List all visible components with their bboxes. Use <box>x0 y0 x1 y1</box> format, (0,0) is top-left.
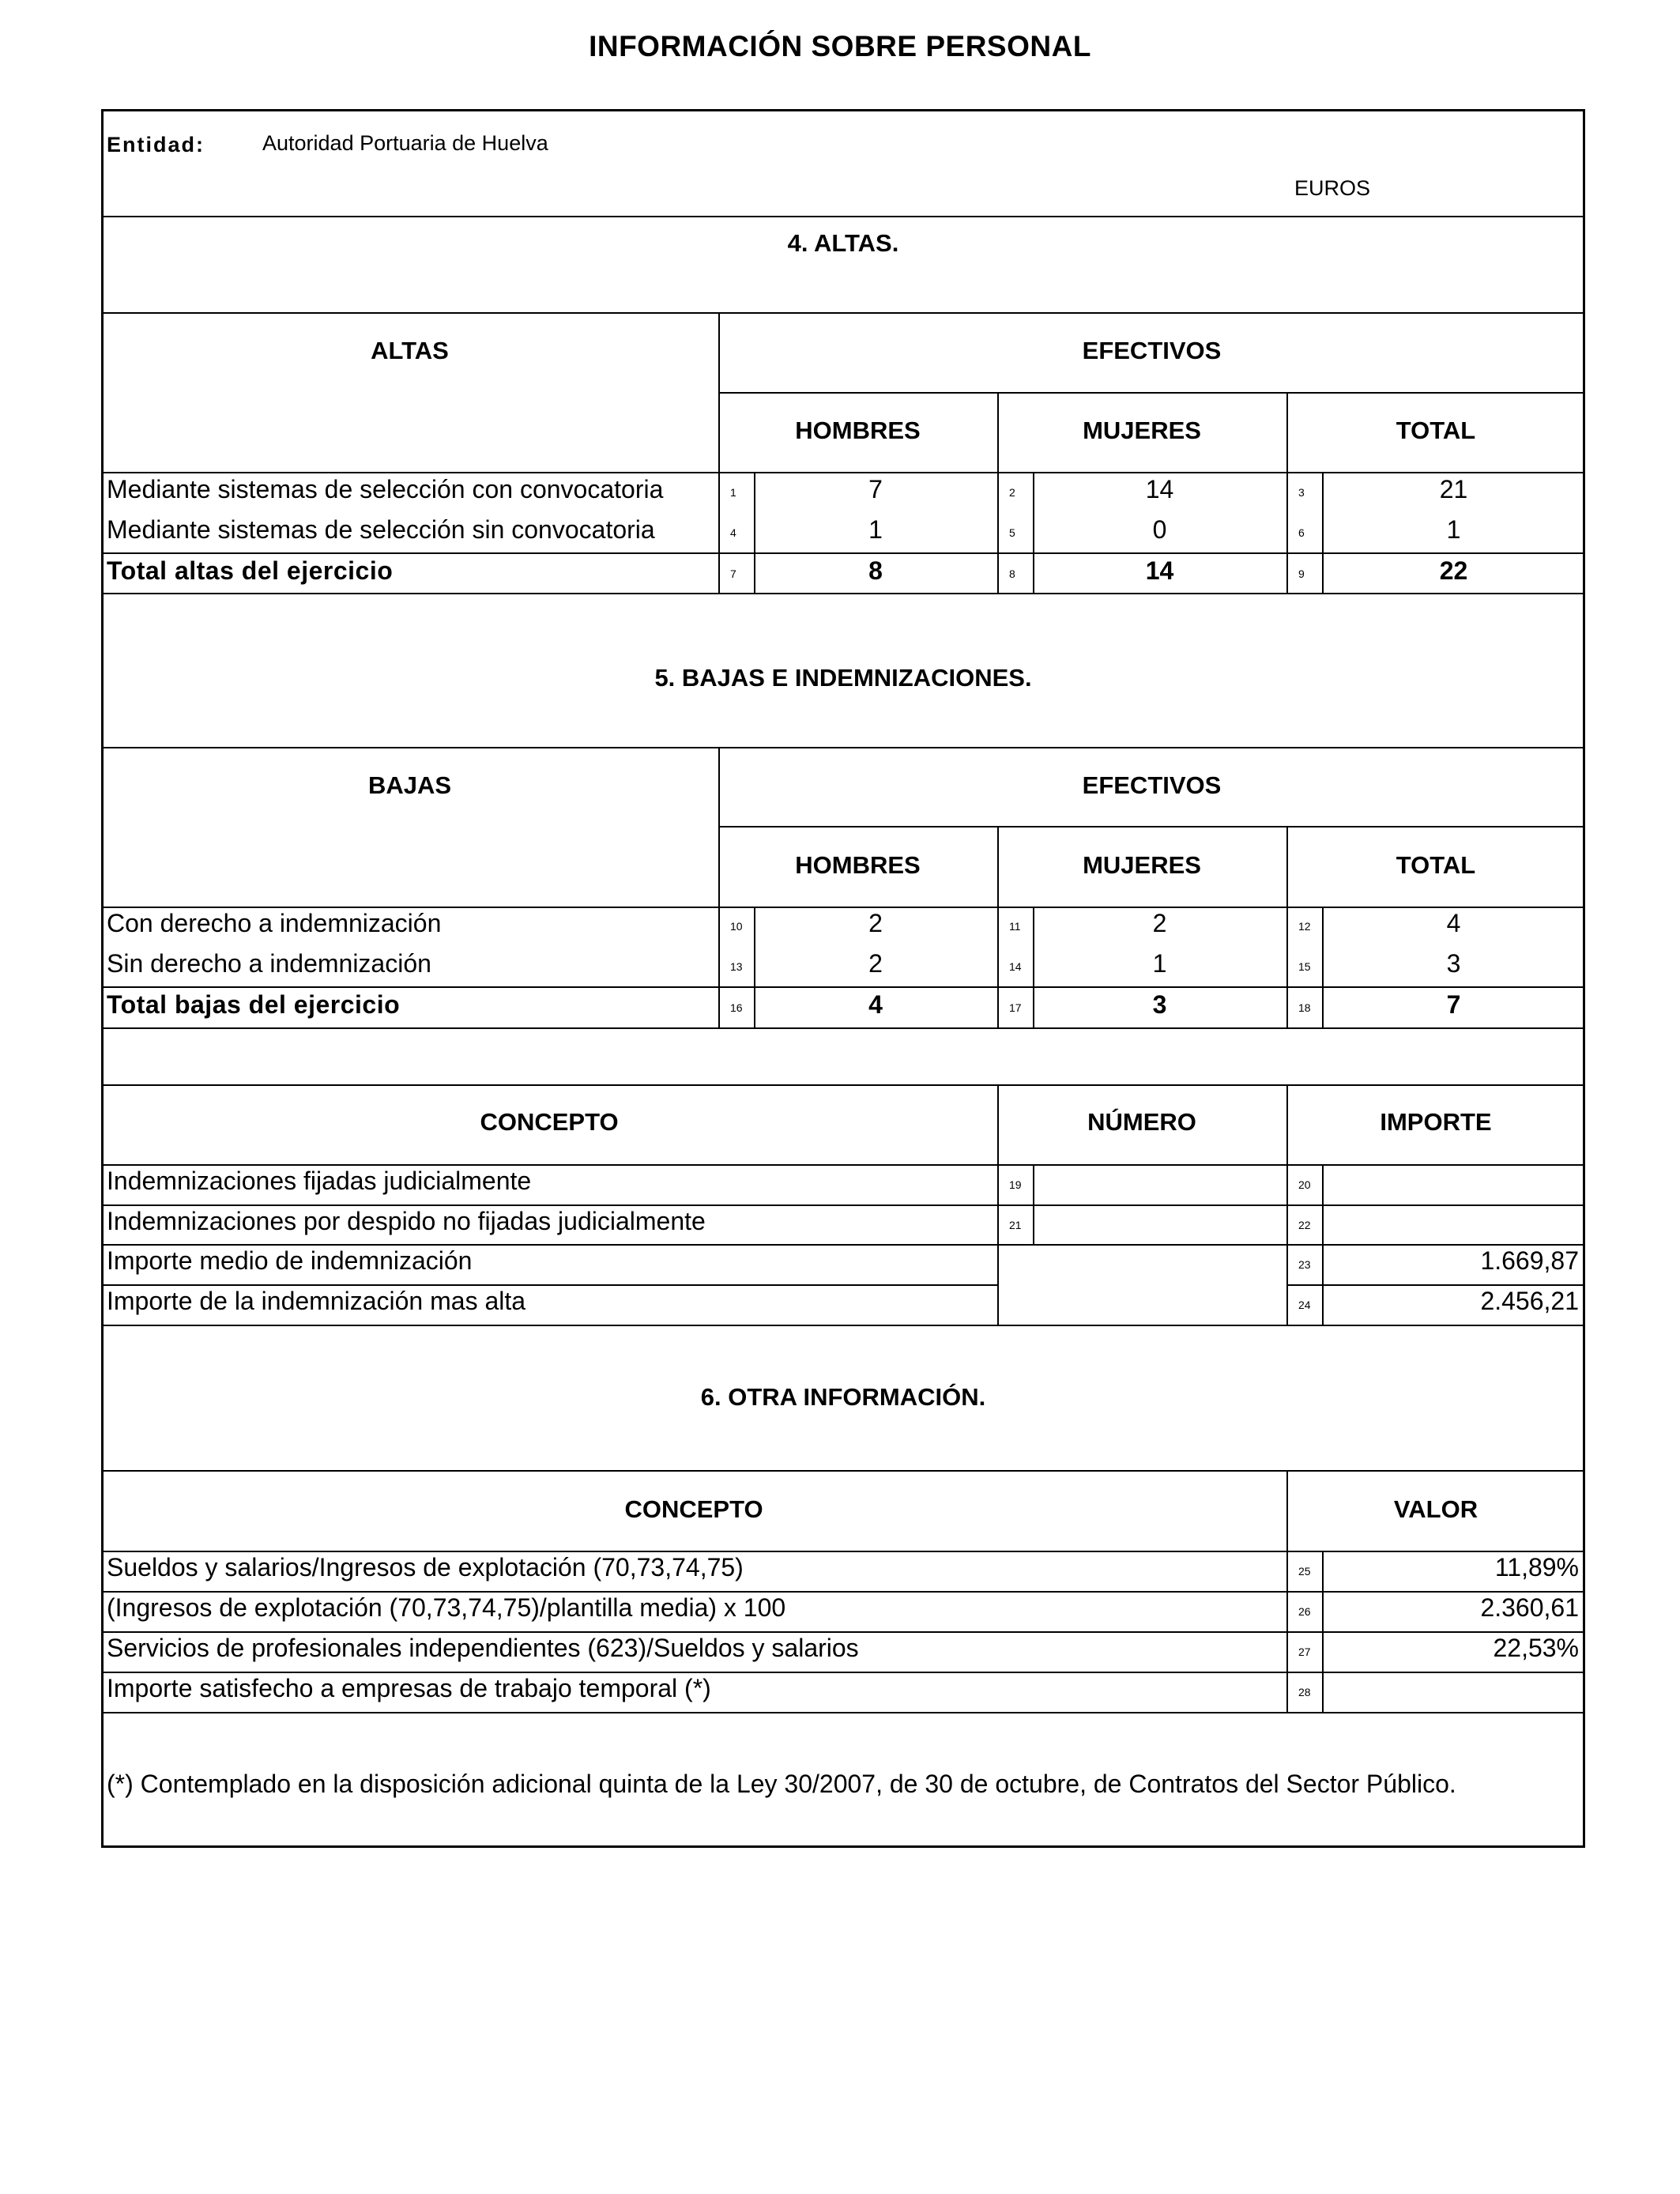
currency-label: EUROS <box>1294 176 1371 200</box>
cell-value: 11,89% <box>1494 1553 1579 1581</box>
divider <box>101 472 1585 473</box>
row-label: Sueldos y salarios/Ingresos de explotación (70,73,74,75) <box>107 1553 744 1581</box>
cell-code: 23 <box>1298 1258 1311 1271</box>
entidad-value: Autoridad Portuaria de Huelva <box>262 131 548 155</box>
section-title-altas: 4. ALTAS. <box>787 229 899 257</box>
cell-value: 7 <box>868 475 883 503</box>
concepto-header: CONCEPTO <box>480 1108 619 1136</box>
cell-code: 4 <box>730 526 736 539</box>
divider <box>101 986 1585 988</box>
cell-code: 14 <box>1009 960 1022 973</box>
cell-value: 3 <box>1152 990 1167 1019</box>
cell-value: 7 <box>1446 990 1461 1019</box>
divider <box>101 1027 1585 1029</box>
cell-value: 2.456,21 <box>1480 1287 1579 1315</box>
document-title: INFORMACIÓN SOBRE PERSONAL <box>589 30 1091 62</box>
row-label: Importe de la indemnización mas alta <box>107 1287 526 1315</box>
cell-value: 2.360,61 <box>1480 1593 1579 1622</box>
divider <box>101 1591 1585 1593</box>
hombres-header: HOMBRES <box>795 417 921 444</box>
cell-value: 1 <box>1446 515 1461 544</box>
form-frame <box>101 109 1585 1848</box>
efectivos-header: EFECTIVOS <box>1082 771 1222 799</box>
cell-value: 22 <box>1439 556 1468 585</box>
cell-code: 18 <box>1298 1001 1311 1014</box>
cell-value: 2 <box>868 949 883 978</box>
divider <box>101 1325 1585 1326</box>
cell-value: 8 <box>868 556 883 585</box>
section-title-otra: 6. OTRA INFORMACIÓN. <box>700 1383 986 1411</box>
cell-code: 3 <box>1298 486 1305 499</box>
row-label: Sin derecho a indemnización <box>107 949 431 978</box>
row-label: Importe satisfecho a empresas de trabajo temporal (*) <box>107 1674 711 1702</box>
divider <box>718 392 1585 394</box>
divider <box>101 1712 1585 1713</box>
divider <box>101 1204 1585 1206</box>
cell-code: 22 <box>1298 1219 1311 1231</box>
cell-code: 15 <box>1298 960 1311 973</box>
divider <box>101 1244 1585 1246</box>
cell-value: 21 <box>1439 475 1468 503</box>
footnote: (*) Contemplado en la disposición adicional quinta de la Ley 30/2007, de 30 de octubre, de Contratos del Sector Público. <box>107 1770 1456 1798</box>
row-label: (Ingresos de explotación (70,73,74,75)/plantilla media) x 100 <box>107 1593 786 1622</box>
divider <box>101 216 1585 217</box>
divider <box>101 1084 1585 1086</box>
cell-value: 22,53% <box>1493 1634 1579 1662</box>
altas-column-header: ALTAS <box>371 337 449 364</box>
cell-code: 28 <box>1298 1686 1311 1698</box>
cell-code: 17 <box>1009 1001 1022 1014</box>
divider <box>101 312 1585 314</box>
divider <box>101 1551 1585 1552</box>
row-label: Servicios de profesionales independientes (623)/Sueldos y salarios <box>107 1634 859 1662</box>
divider <box>101 1631 1585 1633</box>
divider <box>101 747 1585 748</box>
cell-code: 21 <box>1009 1219 1022 1231</box>
cell-value: 1 <box>1152 949 1167 978</box>
cell-code: 5 <box>1009 526 1015 539</box>
cell-value: 4 <box>1446 909 1461 937</box>
row-label: Mediante sistemas de selección sin convocatoria <box>107 515 655 544</box>
cell-code: 9 <box>1298 567 1305 580</box>
cell-code: 16 <box>730 1001 743 1014</box>
divider <box>101 593 1585 594</box>
cell-value: 0 <box>1152 515 1167 544</box>
efectivos-header: EFECTIVOS <box>1082 337 1222 364</box>
divider <box>101 1284 999 1286</box>
mujeres-header: MUJERES <box>1083 417 1201 444</box>
cell-code: 25 <box>1298 1565 1311 1578</box>
divider <box>1033 1164 1034 1244</box>
row-label: Indemnizaciones fijadas judicialmente <box>107 1167 532 1195</box>
importe-header: IMPORTE <box>1380 1108 1492 1136</box>
row-label: Indemnizaciones por despido no fijadas judicialmente <box>107 1207 706 1235</box>
section-title-bajas: 5. BAJAS E INDEMNIZACIONES. <box>654 664 1032 692</box>
divider <box>101 907 1585 908</box>
total-header: TOTAL <box>1396 417 1476 444</box>
bajas-column-header: BAJAS <box>367 771 452 799</box>
cell-value: 14 <box>1145 556 1174 585</box>
mujeres-header: MUJERES <box>1083 851 1201 879</box>
cell-code: 8 <box>1009 567 1015 580</box>
divider <box>101 552 1585 554</box>
cell-value: 1 <box>868 515 883 544</box>
divider <box>718 826 1585 827</box>
cell-code: 7 <box>730 567 736 580</box>
divider <box>101 1672 1585 1673</box>
cell-value: 3 <box>1446 949 1461 978</box>
cell-code: 2 <box>1009 486 1015 499</box>
concepto-header: CONCEPTO <box>624 1495 763 1523</box>
divider <box>101 1470 1585 1472</box>
hombres-header: HOMBRES <box>795 851 921 879</box>
cell-value: 2 <box>868 909 883 937</box>
cell-code: 20 <box>1298 1178 1311 1191</box>
cell-code: 24 <box>1298 1299 1311 1311</box>
cell-code: 10 <box>730 920 743 933</box>
cell-code: 13 <box>730 960 743 973</box>
cell-value: 2 <box>1152 909 1167 937</box>
divider <box>1288 1284 1585 1286</box>
numero-header: NÚMERO <box>1087 1108 1196 1136</box>
cell-code: 12 <box>1298 920 1311 933</box>
row-label: Mediante sistemas de selección con convocatoria <box>107 475 664 503</box>
cell-code: 11 <box>1009 920 1021 933</box>
cell-code: 27 <box>1298 1646 1311 1658</box>
row-label: Con derecho a indemnización <box>107 909 442 937</box>
row-label: Importe medio de indemnización <box>107 1246 473 1275</box>
cell-value: 14 <box>1145 475 1174 503</box>
entidad-label: Entidad: <box>107 133 205 156</box>
divider <box>101 1164 1585 1166</box>
total-row-label: Total bajas del ejercicio <box>107 990 401 1019</box>
total-row-label: Total altas del ejercicio <box>107 556 394 585</box>
cell-code: 1 <box>730 486 736 499</box>
total-header: TOTAL <box>1396 851 1476 879</box>
cell-code: 6 <box>1298 526 1305 539</box>
cell-value: 4 <box>868 990 883 1019</box>
valor-header: VALOR <box>1393 1495 1478 1523</box>
cell-value: 1.669,87 <box>1480 1246 1579 1275</box>
cell-code: 19 <box>1009 1178 1022 1191</box>
cell-code: 26 <box>1298 1605 1311 1618</box>
